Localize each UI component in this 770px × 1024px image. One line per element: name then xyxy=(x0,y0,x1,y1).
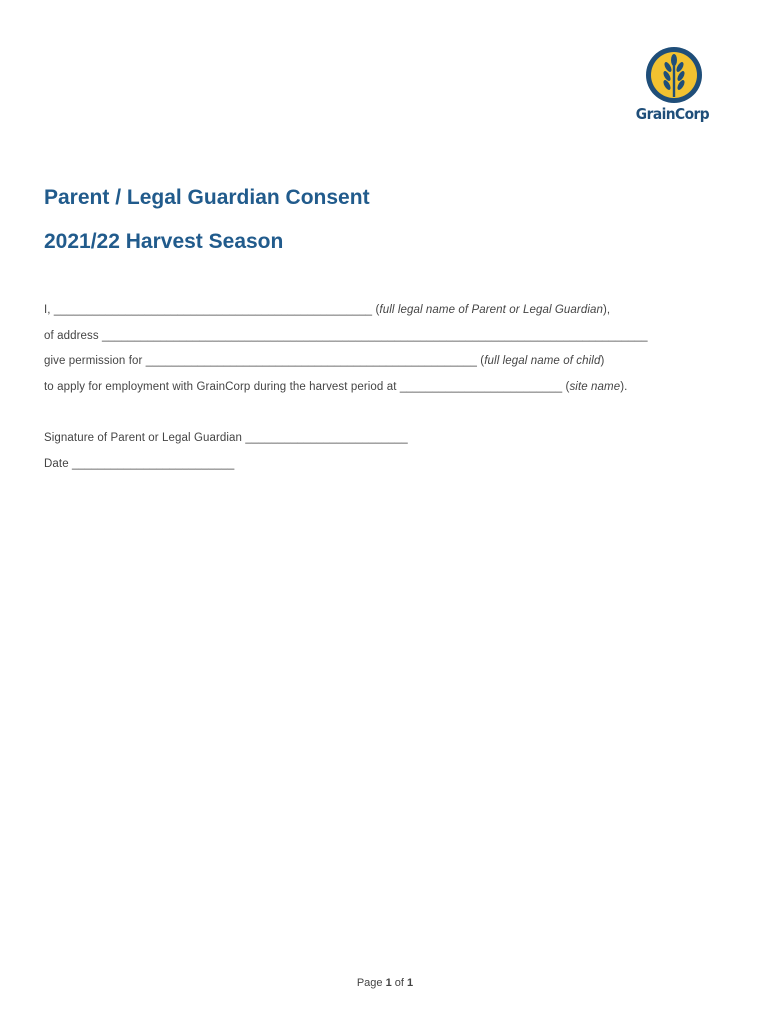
site-line xyxy=(44,381,627,393)
graincorp-logo xyxy=(632,46,720,128)
address-line xyxy=(44,330,648,342)
child-name-hint: full legal name of child xyxy=(484,355,601,367)
parent-name-line xyxy=(44,304,610,316)
document-title: Parent / Legal Guardian Consent xyxy=(44,186,370,209)
logo-wordmark: GrainCorp xyxy=(635,105,710,123)
page-number xyxy=(0,977,770,989)
signature-line xyxy=(44,432,408,444)
hint-close: ). xyxy=(620,381,628,393)
signature-label: Signature of Parent or Legal Guardian xyxy=(44,432,246,444)
hint-close: ) xyxy=(600,355,605,367)
signature-field[interactable]: _________________________ xyxy=(245,432,408,444)
hint-open: ( xyxy=(477,355,485,367)
address-prefix: of address xyxy=(44,330,102,342)
child-name-line xyxy=(44,355,604,367)
hint-open: ( xyxy=(562,381,570,393)
total-pages: 1 xyxy=(407,977,414,989)
site-name-hint: site name xyxy=(569,381,621,393)
address-field[interactable]: ____________________________________________________________________________________ xyxy=(102,330,648,342)
parent-prefix: I, xyxy=(44,304,54,316)
current-page: 1 xyxy=(385,977,392,989)
date-line xyxy=(44,458,234,470)
date-field[interactable]: _________________________ xyxy=(72,458,235,470)
season-subtitle: 2021/22 Harvest Season xyxy=(44,230,284,253)
permission-prefix: give permission for xyxy=(44,355,146,367)
date-label: Date xyxy=(44,458,72,470)
wheat-emblem-icon xyxy=(644,46,708,104)
child-name-field[interactable]: ___________________________________________________ xyxy=(145,355,478,367)
of-label: of xyxy=(391,977,408,989)
hint-open: ( xyxy=(372,304,380,316)
hint-close: ), xyxy=(603,304,611,316)
employment-prefix: to apply for employment with GrainCorp during the harvest period at xyxy=(44,381,400,393)
parent-name-field[interactable]: _________________________________________________ xyxy=(53,304,373,316)
page-label: Page xyxy=(356,977,386,989)
site-name-field[interactable]: _________________________ xyxy=(399,381,563,393)
parent-name-hint: full legal name of Parent or Legal Guardian xyxy=(379,304,603,316)
